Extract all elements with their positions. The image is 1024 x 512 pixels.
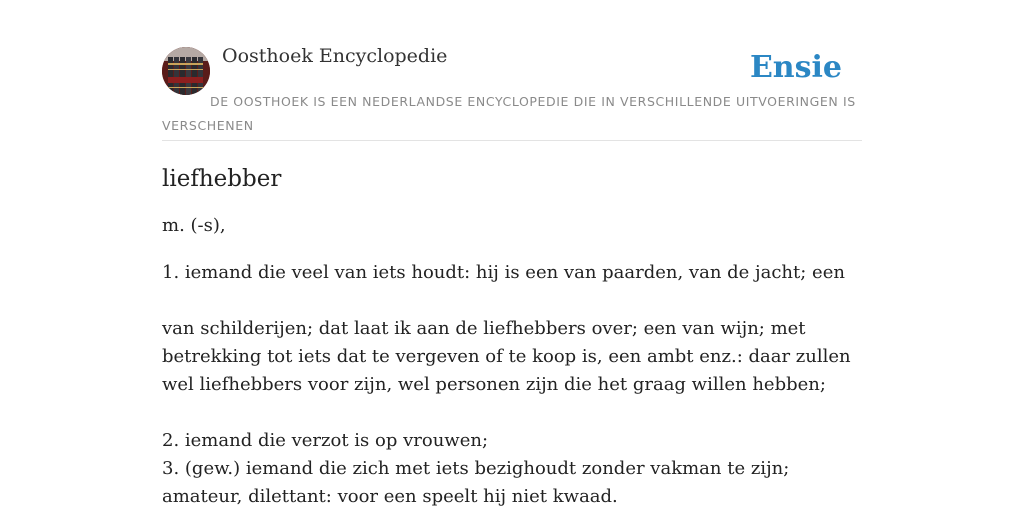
encyclopedia-books-icon[interactable]: [162, 47, 210, 95]
definition-paragraph: 3. (gew.) iemand die zich met iets bezighoudt zonder vakman te zijn; amateur, dilettant: voor een speelt hij niet kwaad.: [162, 458, 790, 507]
grammar-note: m. (-s),: [162, 215, 226, 236]
definition-paragraph: 2. iemand die verzot is op vrouwen;: [162, 430, 489, 451]
site-tagline: DE OOSTHOEK IS EEN NEDERLANDSE ENCYCLOPEDIE DIE IN VERSCHILLENDE UITVOERINGEN IS VERSCHENEN: [162, 94, 856, 133]
article-title: liefhebber: [162, 166, 282, 192]
ensie-logo-link[interactable]: Ensie: [749, 50, 842, 85]
page-wrapper: [162, 0, 862, 512]
site-header: [162, 0, 862, 141]
site-name[interactable]: Oosthoek Encyclopedie: [222, 45, 448, 67]
definition-paragraph: 1. iemand die veel van iets houdt: hij is een van paarden, van de jacht; een: [162, 262, 845, 283]
definition-paragraph: van schilderijen; dat laat ik aan de liefhebbers over; een van wijn; met betrekking tot iets dat te vergeven of te koop is, een ambt enz.: daar zullen wel liefhebbers voor zijn, wel personen zijn die het graag willen hebben;: [162, 318, 851, 395]
article: [162, 160, 862, 511]
